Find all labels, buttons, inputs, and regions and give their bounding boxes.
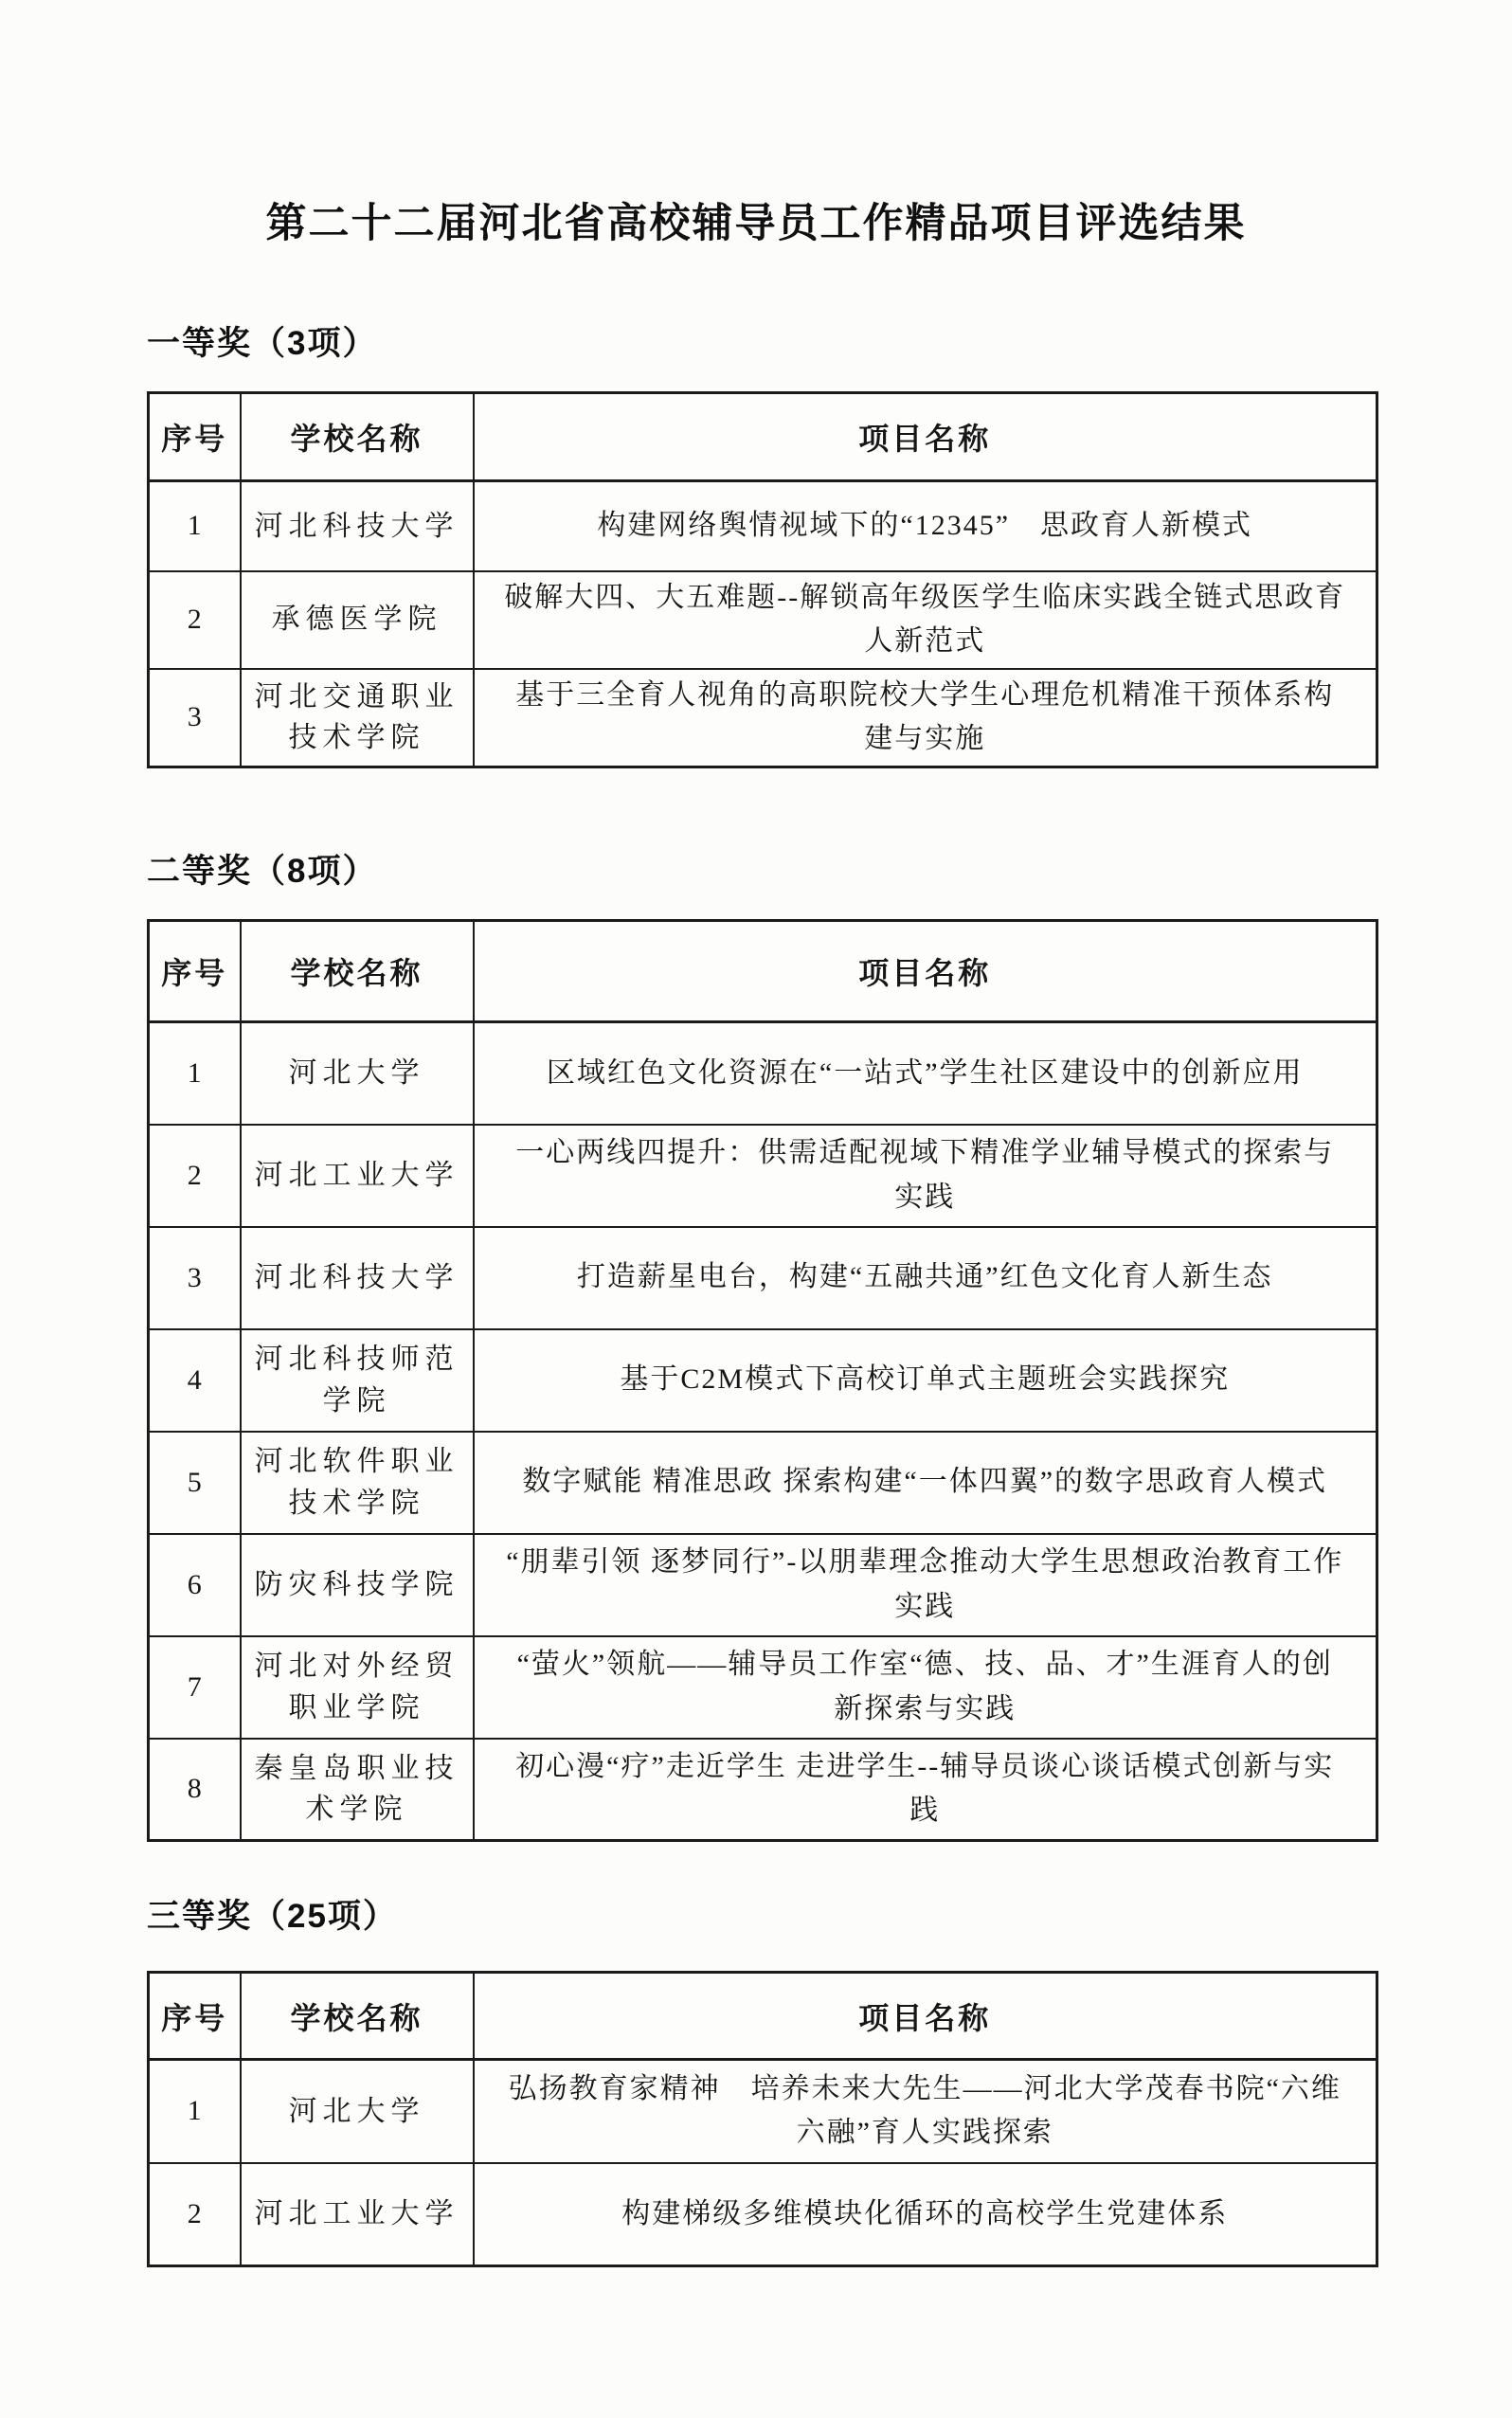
- table-row: [149, 1534, 1377, 1636]
- serial-cell: 2: [149, 571, 241, 669]
- serial-cell: 5: [149, 1432, 241, 1534]
- serial-cell: 1: [149, 1022, 241, 1125]
- project-cell: 构建梯级多维模块化循环的高校学生党建体系: [474, 2163, 1377, 2266]
- project-cell: 基于三全育人视角的高职院校大学生心理危机精准干预体系构建与实施: [474, 669, 1377, 767]
- project-cell: 基于C2M模式下高校订单式主题班会实践探究: [474, 1329, 1377, 1432]
- project-cell: “朋辈引领 逐梦同行”-以朋辈理念推动大学生思想政治教育工作实践: [474, 1534, 1377, 1636]
- school-cell: 秦皇岛职业技术学院: [241, 1739, 474, 1841]
- project-cell: 破解大四、大五难题--解锁高年级医学生临床实践全链式思政育人新范式: [474, 571, 1377, 669]
- column-header: 项目名称: [474, 393, 1377, 481]
- school-cell: 河北科技大学: [241, 481, 474, 571]
- table-row: [149, 2163, 1377, 2266]
- page-title: 第二十二届河北省高校辅导员工作精品项目评选结果: [265, 201, 1247, 246]
- school-cell: 河北科技师范学院: [241, 1329, 474, 1432]
- award-section: [147, 320, 1376, 768]
- header-row: [149, 1973, 1377, 2060]
- serial-cell: 1: [149, 481, 241, 571]
- school-cell: 河北交通职业技术学院: [241, 669, 474, 767]
- school-cell: 河北工业大学: [241, 2163, 474, 2266]
- project-cell: 数字赋能 精准思政 探索构建“一体四翼”的数字思政育人模式: [474, 1432, 1377, 1534]
- serial-cell: 7: [149, 1636, 241, 1739]
- serial-cell: 8: [149, 1739, 241, 1841]
- column-header: 序号: [149, 1973, 241, 2060]
- header-row: [149, 393, 1377, 481]
- serial-cell: 3: [149, 1227, 241, 1329]
- column-header: 序号: [149, 393, 241, 481]
- school-cell: 河北对外经贸职业学院: [241, 1636, 474, 1739]
- school-cell: 河北大学: [241, 1022, 474, 1125]
- column-header: 序号: [149, 921, 241, 1022]
- table-row: [149, 2060, 1377, 2163]
- school-cell: 防灾科技学院: [241, 1534, 474, 1636]
- column-header: 学校名称: [241, 921, 474, 1022]
- awards-table: [147, 1971, 1378, 2267]
- column-header: 学校名称: [241, 393, 474, 481]
- table-row: [149, 571, 1377, 669]
- award-section: [147, 1893, 1376, 2267]
- school-cell: 河北软件职业技术学院: [241, 1432, 474, 1534]
- serial-cell: 2: [149, 1125, 241, 1227]
- table-row: [149, 1636, 1377, 1739]
- project-cell: 一心两线四提升：供需适配视域下精准学业辅导模式的探索与实践: [474, 1125, 1377, 1227]
- column-header: 项目名称: [474, 921, 1377, 1022]
- table-row: [149, 1329, 1377, 1432]
- project-cell: 构建网络舆情视域下的“12345” 思政育人新模式: [474, 481, 1377, 571]
- header-row: [149, 921, 1377, 1022]
- table-row: [149, 669, 1377, 767]
- section-heading: 三等奖（25项）: [147, 1898, 398, 1935]
- section-heading: 二等奖（8项）: [147, 853, 378, 890]
- school-cell: 河北工业大学: [241, 1125, 474, 1227]
- project-cell: 弘扬教育家精神 培养未来大先生——河北大学茂春书院“六维六融”育人实践探索: [474, 2060, 1377, 2163]
- project-cell: 打造薪星电台，构建“五融共通”红色文化育人新生态: [474, 1227, 1377, 1329]
- serial-cell: 2: [149, 2163, 241, 2266]
- school-cell: 河北大学: [241, 2060, 474, 2163]
- table-row: [149, 1432, 1377, 1534]
- section-heading: 一等奖（3项）: [147, 325, 378, 362]
- school-cell: 承德医学院: [241, 571, 474, 669]
- table-row: [149, 1125, 1377, 1227]
- table-row: [149, 1227, 1377, 1329]
- project-cell: “萤火”领航——辅导员工作室“德、技、品、才”生涯育人的创新探索与实践: [474, 1636, 1377, 1739]
- column-header: 学校名称: [241, 1973, 474, 2060]
- awards-table: [147, 919, 1378, 1842]
- serial-cell: 6: [149, 1534, 241, 1636]
- award-section: [147, 848, 1376, 1842]
- serial-cell: 3: [149, 669, 241, 767]
- serial-cell: 1: [149, 2060, 241, 2163]
- serial-cell: 4: [149, 1329, 241, 1432]
- awards-table: [147, 391, 1378, 768]
- project-cell: 初心漫“疗”走近学生 走进学生--辅导员谈心谈话模式创新与实践: [474, 1739, 1377, 1841]
- table-row: [149, 1739, 1377, 1841]
- table-row: [149, 481, 1377, 571]
- table-row: [149, 1022, 1377, 1125]
- school-cell: 河北科技大学: [241, 1227, 474, 1329]
- project-cell: 区域红色文化资源在“一站式”学生社区建设中的创新应用: [474, 1022, 1377, 1125]
- column-header: 项目名称: [474, 1973, 1377, 2060]
